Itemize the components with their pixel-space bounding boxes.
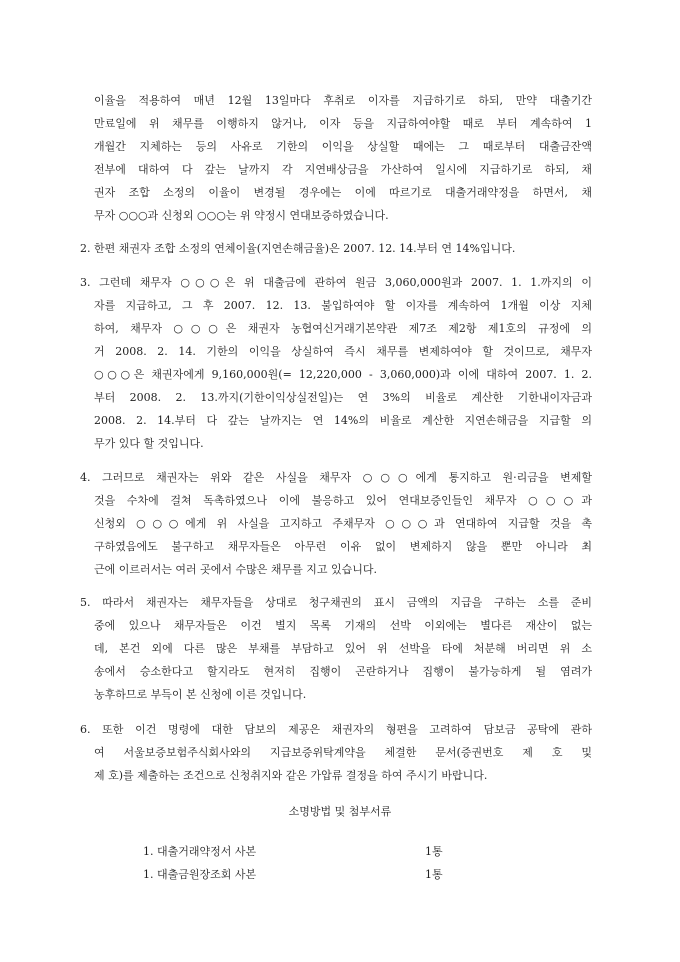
paragraph-line: 자를 지급하고, 그 후 2007. 12. 13. 불입하여야 할 이자를 계속하여 1개월 이상 지체 xyxy=(94,299,592,312)
paragraph-line: 2. 한편 채권자 조합 소정의 연체이율(지연손해금율)은 2007. 12. 14.부터 연 14%입니다. xyxy=(80,242,516,255)
paragraph-line: 만료일에 위 채무를 이행하지 않거나, 이자 등을 지급하여야할 때로 부터 계속하여 1 xyxy=(94,117,592,130)
paragraph-line: 제 호)를 제출하는 조건으로 신청취지와 같은 가압류 결정을 하여 주시기 바랍니다. xyxy=(94,769,488,782)
paragraph-line: 권자 조합 소정의 이율이 변경될 경우에는 이에 따르기로 대출거래약정을 하면서, 채 xyxy=(94,186,592,199)
paragraph-line: 6. 또한 이건 명령에 대한 담보의 제공은 채권자의 형편을 고려하여 담보금 공탁에 관하 xyxy=(80,723,592,736)
attachment-name: 1. 대출금원장조회 사본 xyxy=(143,868,257,881)
paragraph-line: 개월간 지체하는 등의 사유로 기한의 이익을 상실할 때에는 그 때로부터 대출금잔액 xyxy=(94,140,592,153)
paragraph-line: 2008. 2. 14.부터 다 갚는 날까지는 연 14%의 비율로 계산한 지연손해금을 지급할 의 xyxy=(94,414,592,427)
paragraph-line: 부터 2008. 2. 13.까지(기한이익상실전일)는 연 3%의 비율로 계산한 기한내이자금과 xyxy=(94,391,592,404)
paragraph-line: ○○○은 채권자에게 9,160,000원(= 12,220,000 - 3,060,000)과 이에 대하여 2007. 1. 2. xyxy=(94,368,592,381)
attachment-count: 1통 xyxy=(425,845,443,858)
paragraph-line: 3. 그런데 채무자 ○○○은 위 대출금에 관하여 원금 3,060,000원과 2007. 1. 1.까지의 이 xyxy=(80,276,592,289)
paragraph-line: 농후하므로 부득이 본 신청에 이른 것입니다. xyxy=(94,688,307,701)
paragraph-line: 무가 있다 할 것입니다. xyxy=(94,437,204,450)
paragraph-line: 5. 따라서 채권자는 채무자들을 상대로 청구채권의 표시 금액의 지급을 구하는 소를 준비 xyxy=(80,596,592,609)
attachment-name: 1. 대출거래약정서 사본 xyxy=(143,845,257,858)
paragraph-line: 여 서울보증보험주식회사와의 지급보증위탁계약을 체결한 문서(증권번호 제 호 및 xyxy=(94,746,592,759)
paragraph-line: 송에서 승소한다고 할지라도 현저히 집행이 곤란하거나 집행이 불가능하게 될 염려가 xyxy=(94,665,592,678)
paragraph-line: 근에 이르러서는 여러 곳에서 수많은 채무를 지고 있습니다. xyxy=(94,563,377,576)
paragraph-line: 구하였음에도 불구하고 채무자들은 아무런 이유 없이 변제하지 않을 뿐만 아니라 최 xyxy=(94,540,592,553)
paragraph-line: 이율을 적용하여 매년 12월 13일마다 후취로 이자를 지급하기로 하되, 만약 대출기간 xyxy=(94,94,592,107)
paragraph-line: 무자 ○○○과 신청외 ○○○는 위 약정시 연대보증하였습니다. xyxy=(94,209,389,222)
paragraph-line: 것을 수차에 걸쳐 독촉하였으나 이에 불응하고 있어 연대보증인들인 채무자 ○○○과 xyxy=(94,494,592,507)
paragraph-line: 신청외 ○○○에게 위 사실을 고지하고 주채무자 ○○○과 연대하여 지급할 것을 촉 xyxy=(94,517,592,530)
paragraph-line: 중에 있으나 채무자들은 이건 별지 목록 기재의 선박 이외에는 별다른 재산이 없는 xyxy=(94,619,592,632)
paragraph-line: 거 2008. 2. 14. 기한의 이익을 상실하여 즉시 채무를 변제하여야 할 것이므로, 채무자 xyxy=(94,345,592,358)
paragraph-line: 하여, 채무자 ○○○은 채권자 농협여신거래기본약관 제7조 제2항 제1호의 규정에 의 xyxy=(94,322,592,335)
paragraph-line: 전부에 대하여 다 갚는 날까지 각 지연배상금을 가산하여 일시에 지급하기로 하되, 채 xyxy=(94,163,592,176)
paragraph-line: 데, 본건 외에 다른 많은 부채를 부담하고 있어 위 선박을 타에 처분해 버리면 위 소 xyxy=(94,642,592,655)
attachment-count: 1통 xyxy=(425,868,443,881)
attachments-heading: 소명방법 및 첨부서류 xyxy=(288,805,392,818)
paragraph-line: 4. 그러므로 채권자는 위와 같은 사실을 채무자 ○○○에게 통지하고 원·리금을 변제할 xyxy=(80,471,592,484)
